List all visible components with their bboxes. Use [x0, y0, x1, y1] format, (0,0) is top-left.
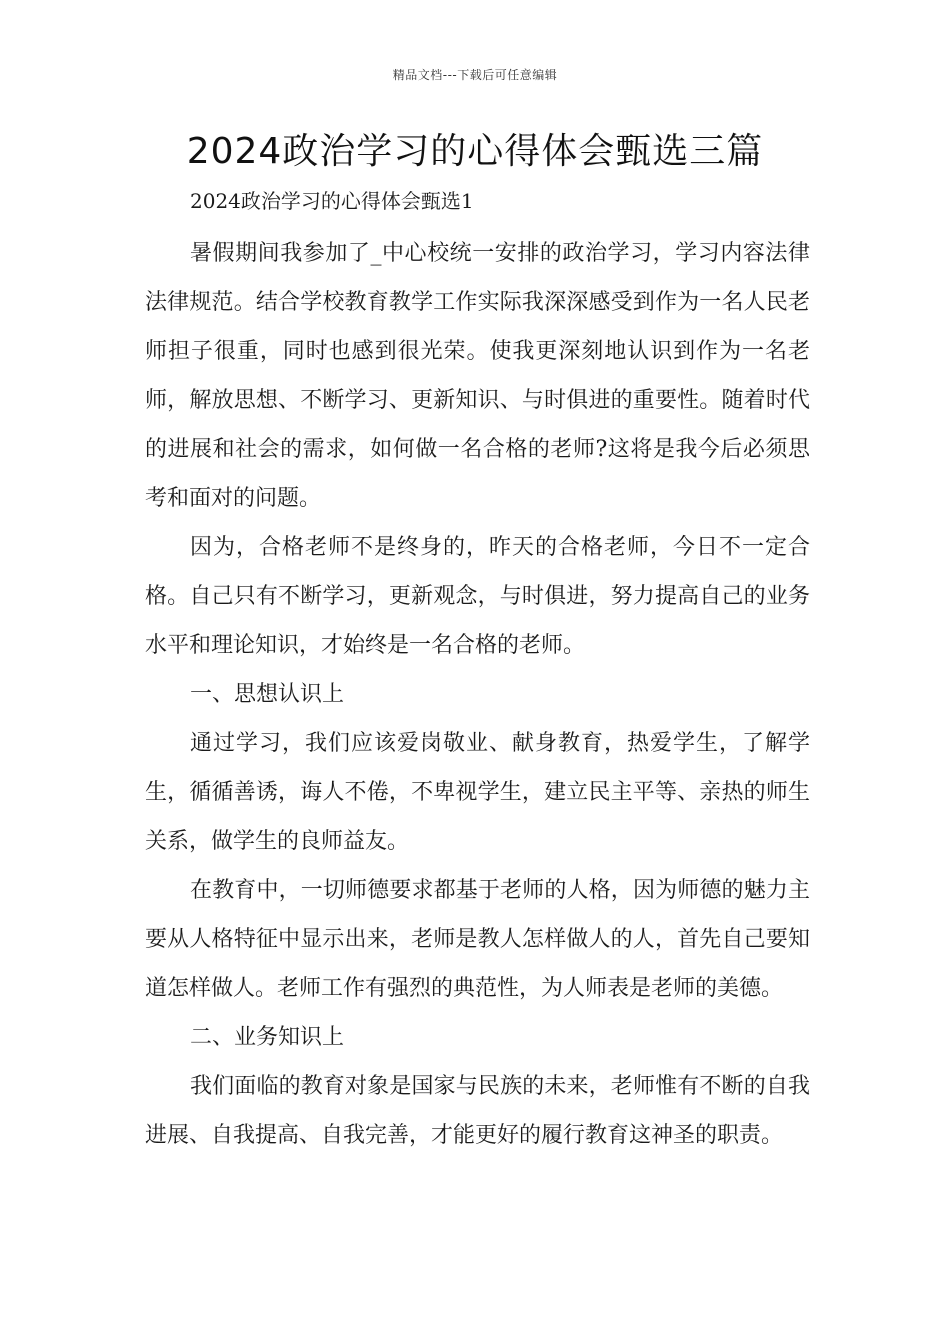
paragraph: 通过学习，我们应该爱岗敬业、献身教育，热爱学生，了解学生，循循善诱，诲人不倦，不卑视学生，建立民主平等、亲热的师生关系，做学生的良师益友。	[145, 731, 810, 854]
paragraph: 暑假期间我参加了_中心校统一安排的政治学习，学习内容法律法律规范。结合学校教育教学工作实际我深深感受到作为一名人民老师担子很重，同时也感到很光荣。使我更深刻地认识到作为一名老师，解放思想、不断学习、更新知识、与时俱进的重要性。随着时代的进展和社会的需求，如何做一名合格的老师?这将是我今后必须思考和面对的问题。	[145, 241, 810, 511]
section-subtitle: 2024政治学习的心得体会甄选1	[190, 189, 474, 213]
section-heading: 一、思想认识上	[190, 682, 345, 707]
body-text	[145, 229, 810, 1160]
paragraph: 我们面临的教育对象是国家与民族的未来，老师惟有不断的自我进展、自我提高、自我完善，才能更好的履行教育这神圣的职责。	[145, 1074, 810, 1148]
section-heading: 二、业务知识上	[190, 1025, 345, 1050]
header-note: 精品文档---下载后可任意编辑	[392, 68, 558, 82]
document-title: 2024政治学习的心得体会甄选三篇	[186, 131, 764, 172]
paragraph: 因为，合格老师不是终身的，昨天的合格老师，今日不一定合格。自己只有不断学习，更新观念，与时俱进，努力提高自己的业务水平和理论知识，才始终是一名合格的老师。	[145, 535, 810, 658]
paragraph: 在教育中，一切师德要求都基于老师的人格，因为师德的魅力主要从人格特征中显示出来，老师是教人怎样做人的人，首先自己要知道怎样做人。老师工作有强烈的典范性，为人师表是老师的美德。	[145, 878, 810, 1001]
